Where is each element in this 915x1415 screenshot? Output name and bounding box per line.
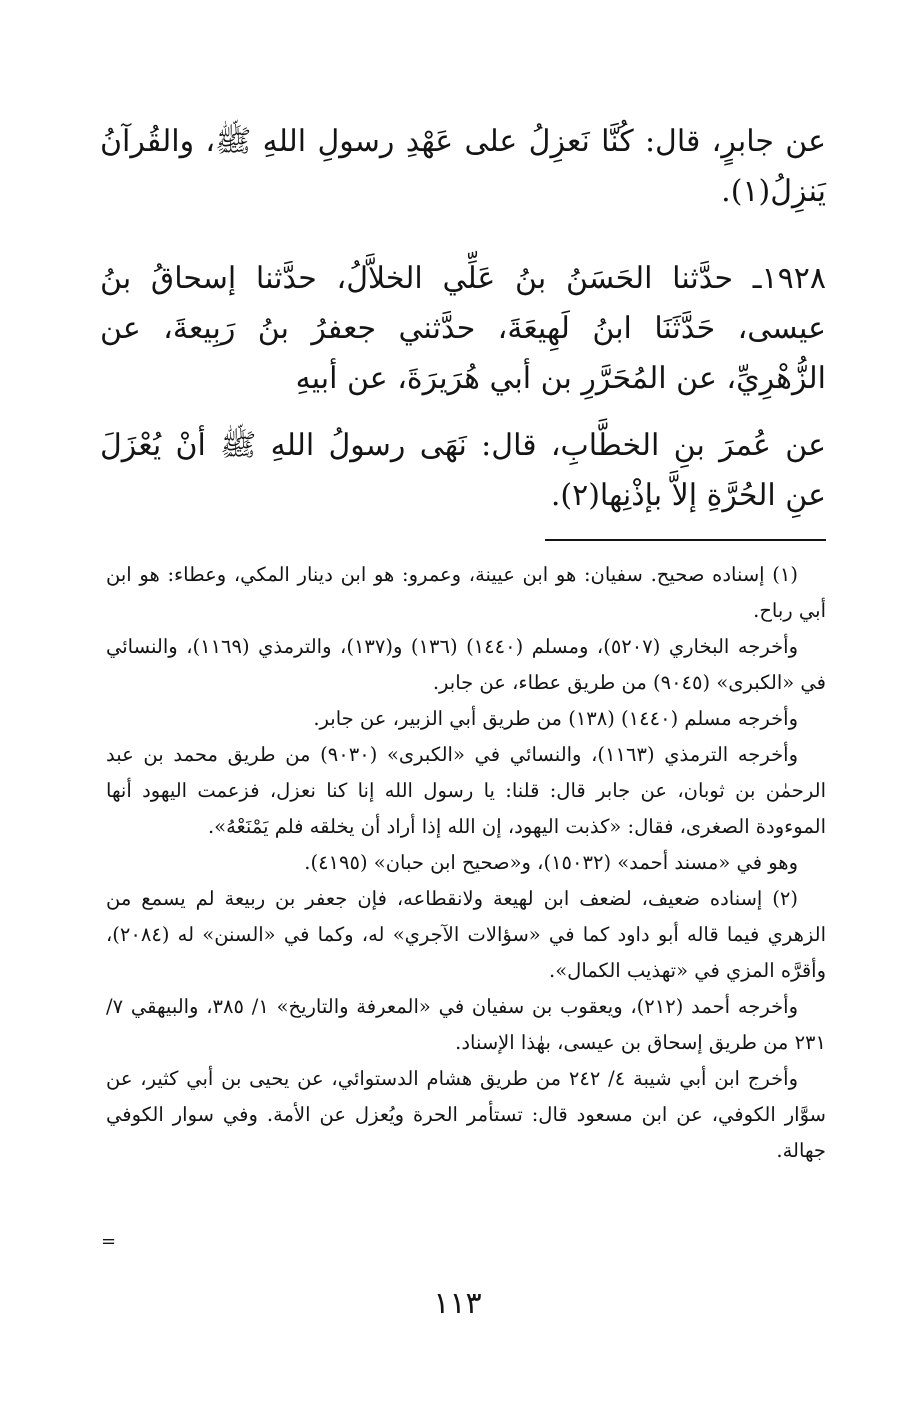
footnote-paragraph: وأخرجه الترمذي (١١٦٣)، والنسائي في «الكبرى» (٩٠٣٠) من طريق محمد بن عبد الرحمٰن بن ثوبان، عن جابر قال: قلنا: يا رسول الله إنا كنا نعزل، فزعمت اليهود أنها الموءودة الصغرى، فقال: «كذبت اليهود، إن الله إذا أراد أن يخلقه فلم يَمْنَعْهُ». xyxy=(106,743,826,838)
footnote-separator xyxy=(545,539,826,541)
hadith-text-2: عن عُمرَ بنِ الخطَّابِ، قال: نَهَى رسولُ اللهِ ﷺ أنْ يُعْزَلَ عنِ الحُرَّةِ إلاَّ بإذْنِها(٢). xyxy=(100,428,826,513)
hadith-chain-1928: ١٩٢٨ـ حدَّثنا الحَسَنُ بنُ عَلِّي الخلاَّلُ، حدَّثنا إسحاقُ بنُ عيسى، حَدَّثَنَا ابنُ لَهِيعَةَ، حدَّثني جعفرُ بنُ رَبِيعةَ، عن الزُّهْرِيِّ، عن المُحَرَّرِ بن أبي هُرَيرَةَ، عن أبيهِ xyxy=(100,261,826,396)
page-number: ١١٣ xyxy=(433,1286,482,1321)
footnote-1: (١) إسناده صحيح. سفيان: هو ابن عيينة، وعمرو: هو ابن دينار المكي، وعطاء: هو ابن أبي رباح. xyxy=(106,563,826,622)
footnote-paragraph: وأخرجه مسلم (١٤٤٠) (١٣٨) من طريق أبي الزبير، عن جابر. xyxy=(313,707,798,730)
footnote-paragraph: وأخرجه أحمد (٢١٢)، ويعقوب بن سفيان في «المعرفة والتاريخ» ١/ ٣٨٥، والبيهقي ٧/ ٢٣١ من طريق إسحاق بن عيسى، بهٰذا الإسناد. xyxy=(106,995,826,1054)
footnote-2: (٢) إسناده ضعيف، لضعف ابن لهيعة ولانقطاعه، فإن جعفر بن ربيعة لم يسمع من الزهري فيما قاله أبو داود كما في «سؤالات الآجري» له، وكما في «السنن» له (٢٠٨٤)، وأقرَّه المزي في «تهذيب الكمال». xyxy=(106,887,826,982)
continuation-mark: = xyxy=(101,1231,117,1252)
footnote-paragraph: وهو في «مسند أحمد» (١٥٠٣٢)، و«صحيح ابن حبان» (٤١٩٥). xyxy=(304,851,798,874)
footnote-paragraph: وأخرج ابن أبي شيبة ٤/ ٢٤٢ من طريق هشام الدستوائي، عن يحيى بن أبي كثير، عن سوَّار الكوفي، عن ابن مسعود قال: تستأمر الحرة ويُعزل عن الأمة. وفي سوار الكوفي جهالة. xyxy=(106,1067,826,1162)
hadith-text-1: عن جابرٍ، قال: كُنَّا نَعزِلُ على عَهْدِ رسولِ اللهِ ﷺ، والقُرآنُ يَنزِلُ(١). xyxy=(100,124,826,209)
footnotes xyxy=(106,557,826,1169)
footnote-paragraph: وأخرجه البخاري (٥٢٠٧)، ومسلم (١٤٤٠) (١٣٦) و(١٣٧)، والترمذي (١١٦٩)، والنسائي في «الكبرى» (٩٠٤٥) من طريق عطاء، عن جابر. xyxy=(106,635,826,694)
